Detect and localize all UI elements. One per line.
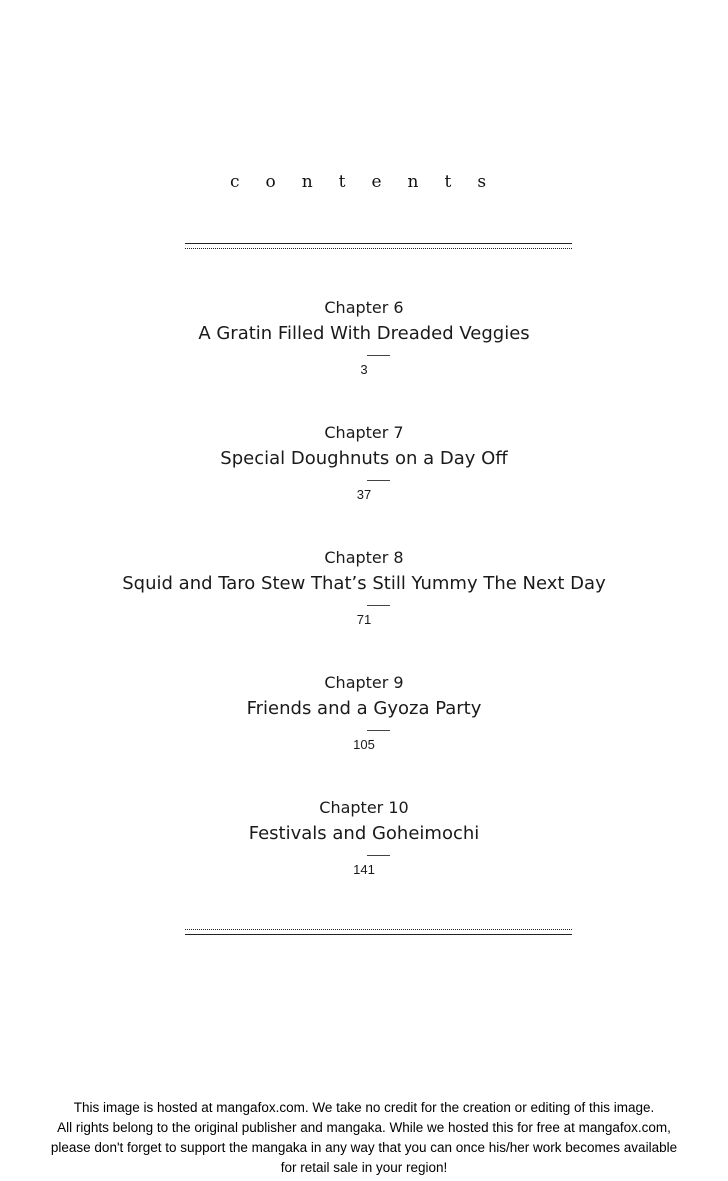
notice-line-2: All rights belong to the original publisher and mangaka. While we hosted this for free at mangafox.com, bbox=[57, 1120, 671, 1135]
chapter-number: Chapter 8 bbox=[324, 548, 404, 567]
chapter-title: Festivals and Goheimochi bbox=[248, 823, 480, 844]
chapter-separator bbox=[367, 355, 390, 356]
chapter-separator bbox=[367, 605, 390, 606]
chapter-entry-10 bbox=[0, 798, 728, 898]
chapter-page-number: 71 bbox=[356, 612, 372, 627]
chapter-separator bbox=[367, 480, 390, 481]
chapter-title: Squid and Taro Stew That’s Still Yummy The Next Day bbox=[122, 573, 606, 594]
notice-line-4: for retail sale in your region! bbox=[280, 1160, 448, 1175]
chapter-separator bbox=[367, 855, 390, 856]
chapter-page-number: 105 bbox=[353, 737, 375, 752]
chapter-page-number: 141 bbox=[353, 862, 375, 877]
chapter-entry-6 bbox=[0, 298, 728, 398]
notice-line-1: This image is hosted at mangafox.com. We take no credit for the creation or editing of this image. bbox=[73, 1100, 655, 1115]
top-divider bbox=[185, 243, 572, 249]
chapter-number: Chapter 10 bbox=[319, 798, 409, 817]
chapter-page-number: 37 bbox=[356, 487, 372, 502]
bottom-divider bbox=[185, 929, 572, 935]
chapter-entry-9 bbox=[0, 673, 728, 773]
chapter-page-number: 3 bbox=[360, 362, 368, 377]
chapter-title: Special Doughnuts on a Day Off bbox=[220, 448, 508, 469]
chapter-entry-7 bbox=[0, 423, 728, 523]
hosting-notice bbox=[0, 1098, 728, 1178]
chapter-title: A Gratin Filled With Dreaded Veggies bbox=[198, 323, 530, 344]
chapter-number: Chapter 7 bbox=[324, 423, 404, 442]
chapter-separator bbox=[367, 730, 390, 731]
chapter-number: Chapter 6 bbox=[324, 298, 404, 317]
chapter-title: Friends and a Gyoza Party bbox=[246, 698, 482, 719]
chapter-entry-8 bbox=[0, 548, 728, 648]
contents-heading: contents bbox=[229, 172, 513, 192]
chapter-number: Chapter 9 bbox=[324, 673, 404, 692]
notice-line-3: please don't forget to support the mangaka in any way that you can once his/her work becomes available bbox=[50, 1140, 678, 1155]
